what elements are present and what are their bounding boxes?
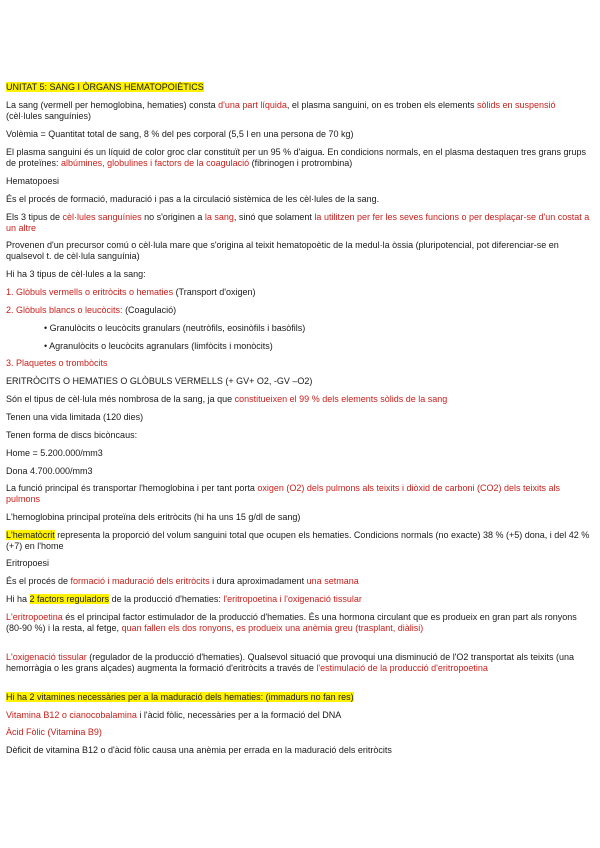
para-provenen: Provenen d'un precursor comú o cèl·lula mare que s'origina al teixit hematopoètic de la medul·la òssia (pluripotencial, pot diferenciar-se en qualsevol t. de cèl·lula sanguínia) xyxy=(6,240,559,261)
text: (cèl·lules sanguínies) xyxy=(6,111,92,121)
para-volemia: Volèmia = Quantitat total de sang, 8 % del pes corporal (5,5 l en una persona de 70 kg) xyxy=(6,129,354,139)
text: Hi ha xyxy=(6,594,30,604)
para-hi-ha-3: Hi ha 3 tipus de cèl·lules a la sang: xyxy=(6,269,146,279)
heading-eritrocits: ERITRÒCITS O HEMATIES O GLÒBULS VERMELLS (+ GV+ O2, -GV –O2) xyxy=(6,376,313,386)
red-text: L'eritropoetina xyxy=(6,612,63,622)
para-factors xyxy=(6,594,592,605)
bullet-granulocits: • Granulòcits o leucòcits granulars (neutròfils, eosinòfils i basòfils) xyxy=(44,323,306,333)
text: i dura aproximadament xyxy=(209,576,307,586)
unit-title xyxy=(6,82,592,93)
text: La funció principal és transportar l'hemoglobina i per tant porta xyxy=(6,483,258,493)
list-item-3: 3. Plaquetes o trombòcits xyxy=(6,358,108,368)
para-home: Home = 5.200.000/mm3 xyxy=(6,448,103,458)
text: (Transport d'oxigen) xyxy=(173,287,256,297)
text: , sinó que solament xyxy=(233,212,315,222)
para-vida: Tenen una vida limitada (120 dies) xyxy=(6,412,144,422)
para-b12 xyxy=(6,710,592,721)
text: (fibrinogen i protrombina) xyxy=(249,158,353,168)
red-text: sòlids en suspensió xyxy=(477,100,556,110)
text: (regulador de la producció d'hematies). Qualsevol situació que provoqui una disminució de l'O2 transportat als teixits (una hemorràgia o les grans alçades) augmenta la formació d'eritròcits a través de xyxy=(6,652,574,673)
text: i l'àcid fòlic, necessàries per a la formació del DNA xyxy=(136,710,342,720)
red-text: albúmines, globulines i factors de la coagulació xyxy=(61,158,250,168)
para-oxigenacio xyxy=(6,652,592,674)
heading-hematopoesi: Hematopoesi xyxy=(6,176,60,186)
red-text: la sang xyxy=(204,212,234,222)
para-eritropoetina xyxy=(6,612,592,634)
para-plasma xyxy=(6,147,592,169)
para-dona: Dona 4.700.000/mm3 xyxy=(6,466,93,476)
text: Els 3 tipus de xyxy=(6,212,63,222)
red-text: oxigen (O2) dels pulmons als teixits i diòxid de carboni (CO2) dels teixits als pulmons xyxy=(6,483,561,504)
para-sang xyxy=(6,100,592,122)
para-deficit: Dèficit de vitamina B12 o d'àcid fòlic causa una anèmia per errada en la maduració dels eritròcits xyxy=(6,745,392,755)
red-text: L'oxigenació tissular xyxy=(6,652,87,662)
list-item-2 xyxy=(6,305,592,316)
para-tipus xyxy=(6,212,592,234)
text: és el principal factor estimulador de la producció d'hematies. És una hormona circulant que es produeix en gran part als ronyons (80-90 %) i la resta, al fetge, xyxy=(6,612,577,633)
para-vitamines xyxy=(6,692,592,703)
highlight-text: L'hematòcrit xyxy=(6,530,55,540)
text: representa la proporció del volum sanguini total que ocupen els hematies. Condicions normals (no exacte) 38 % (+5) dona, i del 42 % (+7) en l'home xyxy=(6,530,590,551)
para-son xyxy=(6,394,592,405)
red-text: d'una part líquida xyxy=(218,100,287,110)
red-text: l'estimulació de la producció d'eritropoetina xyxy=(316,663,488,673)
para-proces: És el procés de formació, maduració i pas a la circulació sistèmica de les cèl·lules de la sang. xyxy=(6,194,380,204)
para-folic: Àcid Fòlic (Vitamina B9) xyxy=(6,727,102,737)
para-funcio xyxy=(6,483,592,505)
bullet-agranulocits: • Agranulòcits o leucòcits agranulars (limfòcits i monòcits) xyxy=(44,341,273,351)
para-forma: Tenen forma de discs bicòncaus: xyxy=(6,430,138,440)
text: Són el tipus de cèl·lula més nombrosa de la sang, ja que xyxy=(6,394,235,404)
red-text: formació i maduració dels eritròcits xyxy=(70,576,210,586)
red-text: quan fallen els dos ronyons, es produeix una anèmia greu (trasplant, diàlisi) xyxy=(121,623,424,633)
list-item-1 xyxy=(6,287,592,298)
title-text: UNITAT 5: SANG I ÒRGANS HEMATOPOIÈTICS xyxy=(6,82,204,92)
para-hemoglobina: L'hemoglobina principal proteïna dels eritròcits (hi ha uns 15 g/dl de sang) xyxy=(6,512,301,522)
red-text: cèl·lules sanguínies xyxy=(62,212,142,222)
red-text: Vitamina B12 o cianocobalamina xyxy=(6,710,137,720)
red-text: l'eritropoetina i l'oxigenació tissular xyxy=(223,594,362,604)
red-text: una setmana xyxy=(306,576,359,586)
para-eritropoesi xyxy=(6,576,592,587)
highlight-text: Hi ha 2 vitamines necessàries per a la maduració dels hematies: (immadurs no fan res) xyxy=(6,692,354,702)
text: El plasma sanguini és un líquid de color groc clar constituït per un 95 % d'aigua. En condicions normals, en el plasma destaquen tres grans grups de proteïnes: xyxy=(6,147,587,168)
highlight-text: 2 factors reguladors xyxy=(29,594,110,604)
heading-eritropoesi: Eritropoesi xyxy=(6,558,50,568)
text: no s'originen a xyxy=(141,212,205,222)
red-text: la utilitzen per fer les seves funcions o per desplaçar-se d'un costat a un altre xyxy=(6,212,590,233)
red-text: 2. Glòbuls blancs o leucòcits: xyxy=(6,305,123,315)
text: de la producció d'hematies: xyxy=(109,594,224,604)
text: (Coagulació) xyxy=(122,305,177,315)
red-text: 1. Glòbuls vermells o eritròcits o hematies xyxy=(6,287,174,297)
text: , el plasma sanguini, on es troben els elements xyxy=(286,100,478,110)
red-text: constitueixen el 99 % dels elements sòlids de la sang xyxy=(234,394,448,404)
text: La sang (vermell per hemoglobina, hematies) consta xyxy=(6,100,219,110)
text: És el procés de xyxy=(6,576,71,586)
para-hematocrit xyxy=(6,530,592,552)
